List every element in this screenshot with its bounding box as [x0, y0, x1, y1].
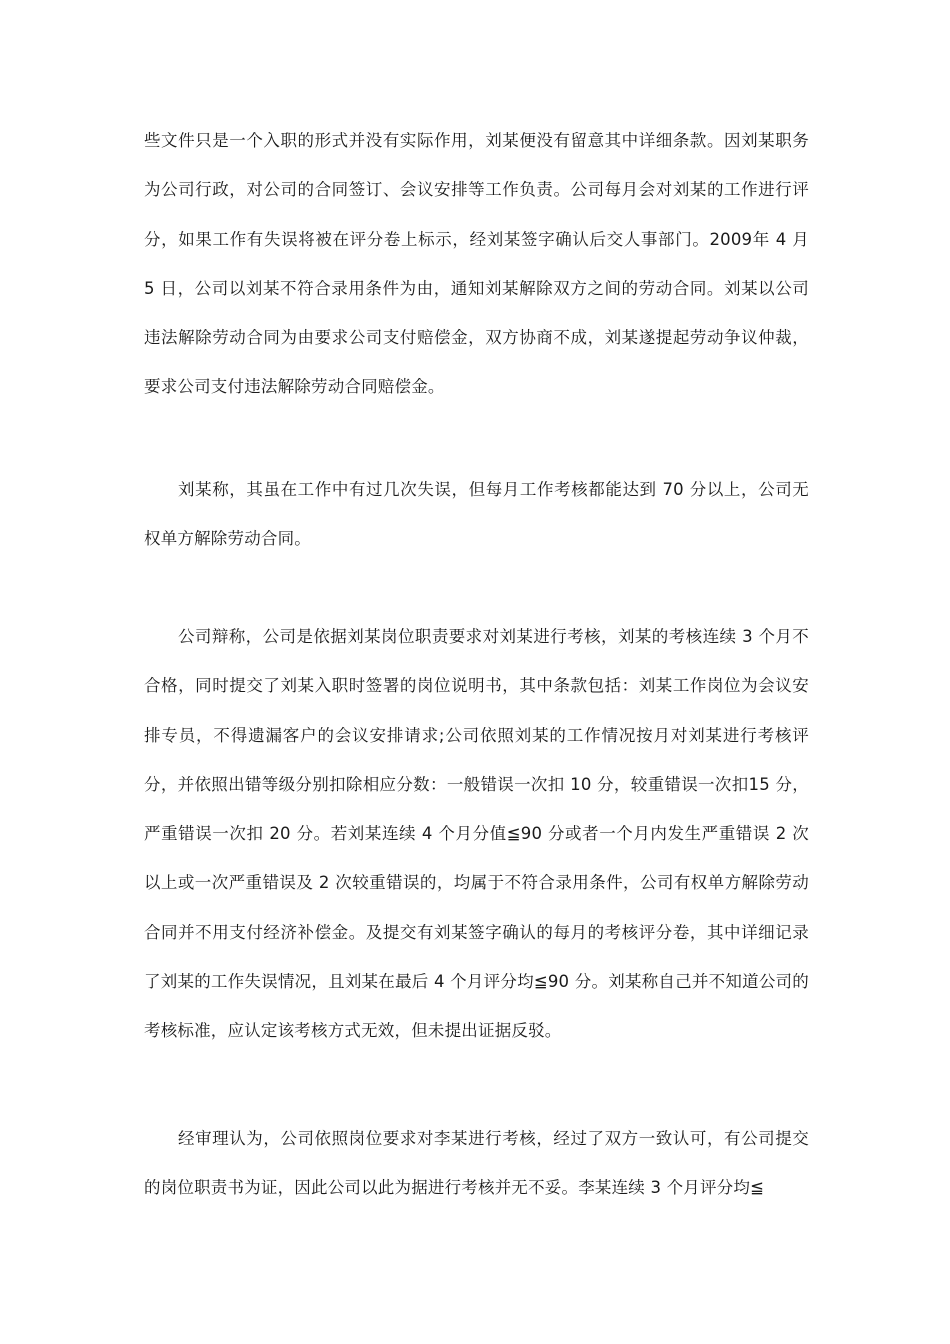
paragraph-employee-claim: 刘某称，其虽在工作中有过几次失误，但每月工作考核都能达到 70 分以上，公司无权单方解除劳动合同。: [144, 480, 809, 549]
paragraph-case-background: 些文件只是一个入职的形式并没有实际作用，刘某便没有留意其中详细条款。因刘某职务为公司行政，对公司的合同签订、会议安排等工作负责。公司每月会对刘某的工作进行评分，如果工作有失误将被在评分卷上标示，经刘某签字确认后交人事部门。2009年 4 月 5 日，公司以刘某不符合录用条件为由，通知刘某解除双方之间的劳动合同。刘某以公司违法解除劳动合同为由要求公司支付赔偿金，双方协商不成，刘某遂提起劳动争议仲裁，要求公司支付违法解除劳动合同赔偿金。: [144, 131, 809, 397]
paragraph-ruling: 经审理认为，公司依照岗位要求对李某进行考核，经过了双方一致认可，有公司提交的岗位职责书为证，因此公司以此为据进行考核并无不妥。李某连续 3 个月评分均≦: [144, 1129, 809, 1198]
paragraph-company-defense: 公司辩称，公司是依据刘某岗位职责要求对刘某进行考核，刘某的考核连续 3 个月不合格，同时提交了刘某入职时签署的岗位说明书，其中条款包括：刘某工作岗位为会议安排专员，不得遗漏客户的会议安排请求;公司依照刘某的工作情况按月对刘某进行考核评分，并依照出错等级分别扣除相应分数：一般错误一次扣 10 分，较重错误一次扣15 分，严重错误一次扣 20 分。若刘某连续 4 个月分值≦90 分或者一个月内发生严重错误 2 次以上或一次严重错误及 2 次较重错误的，均属于不符合录用条件，公司有权单方解除劳动合同并不用支付经济补偿金。及提交有刘某签字确认的每月的考核评分卷，其中详细记录了刘某的工作失误情况，且刘某在最后 4 个月评分均≦90 分。刘某称自己并不知道公司的考核标准，应认定该考核方式无效，但未提出证据反驳。: [144, 627, 809, 1041]
